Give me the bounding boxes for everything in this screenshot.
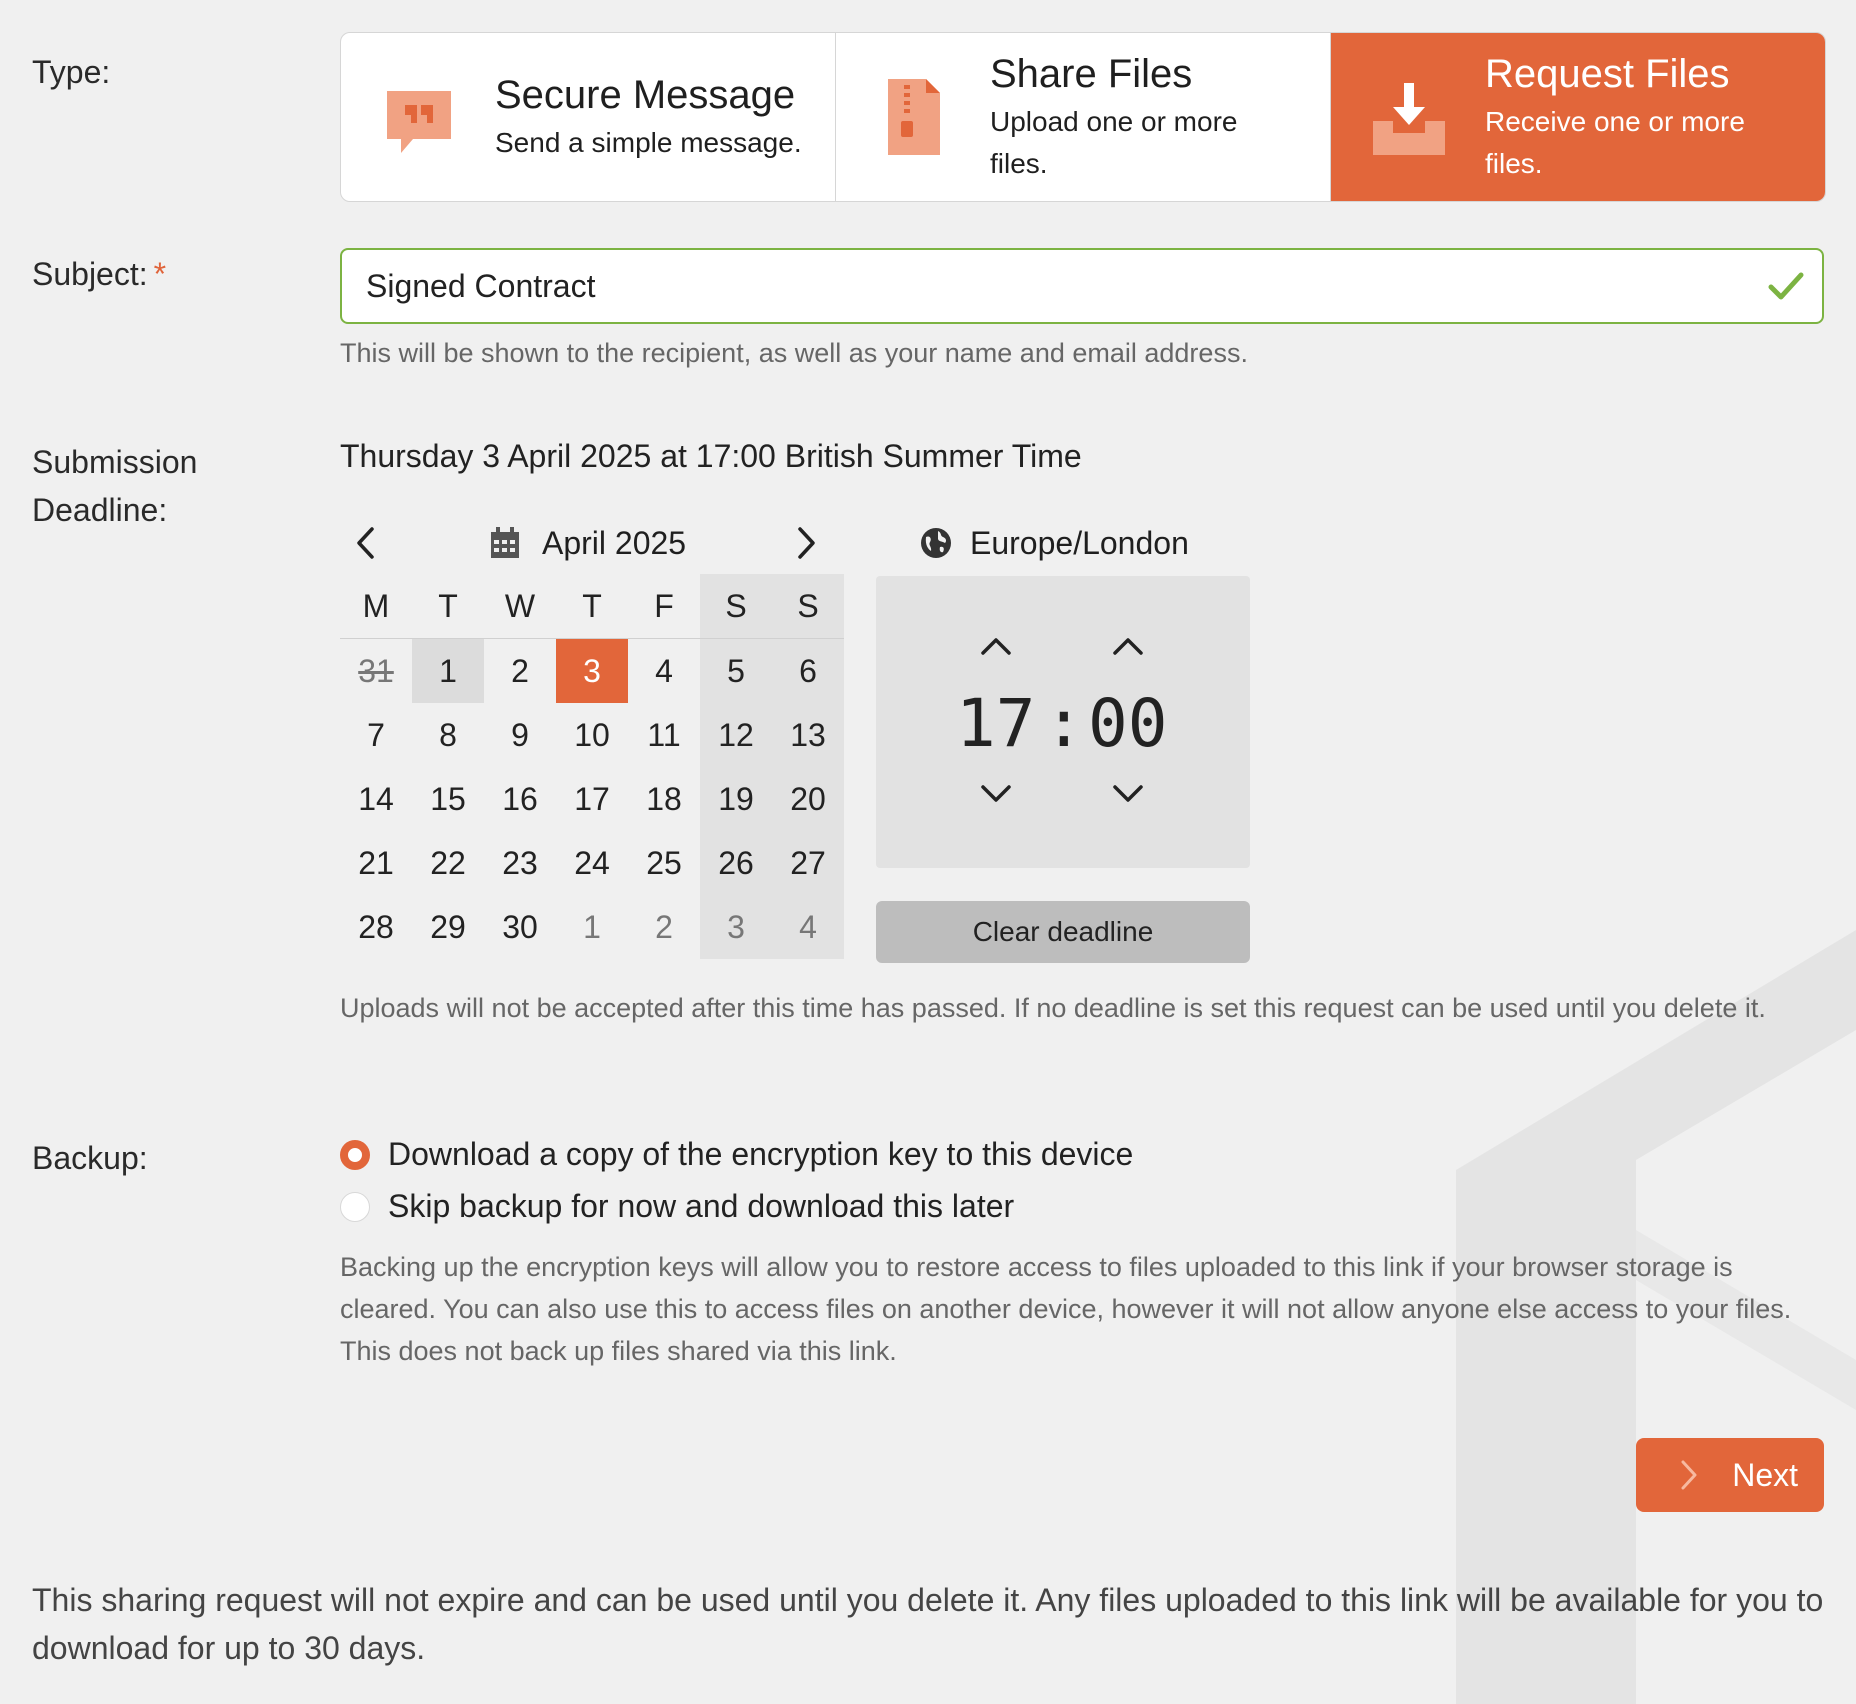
globe-icon bbox=[920, 527, 952, 559]
time-picker bbox=[876, 576, 1250, 868]
chevron-up-icon bbox=[1112, 636, 1144, 656]
calendar-day[interactable]: 19 bbox=[700, 767, 772, 831]
backup-option-download[interactable] bbox=[340, 1136, 1133, 1173]
calendar-day[interactable]: 27 bbox=[772, 831, 844, 895]
subject-help-text: This will be shown to the recipient, as well as your name and email address. bbox=[340, 338, 1248, 368]
weekday-header: S bbox=[772, 574, 844, 638]
month-label bbox=[490, 518, 686, 568]
minute-increment-button[interactable] bbox=[1098, 626, 1158, 666]
valid-check-icon bbox=[1768, 268, 1804, 304]
chevron-left-icon bbox=[354, 526, 376, 560]
calendar-day[interactable]: 23 bbox=[502, 844, 538, 881]
calendar-week-row bbox=[340, 639, 844, 703]
calendar-day-disabled: 31 bbox=[358, 652, 394, 689]
calendar-day-today[interactable]: 1 bbox=[412, 639, 484, 703]
type-option-desc: Send a simple message. bbox=[495, 127, 802, 158]
type-option-secure-message[interactable] bbox=[341, 33, 836, 201]
calendar-day[interactable]: 8 bbox=[439, 716, 457, 753]
calendar-day[interactable]: 18 bbox=[646, 780, 682, 817]
calendar-day-next-month[interactable]: 1 bbox=[583, 908, 601, 945]
calendar-icon bbox=[490, 527, 520, 559]
hour-value[interactable]: 17 bbox=[956, 685, 1036, 762]
calendar-day[interactable]: 13 bbox=[772, 703, 844, 767]
timezone-display bbox=[920, 518, 1189, 568]
chevron-right-icon bbox=[1680, 1459, 1698, 1491]
backup-option-label: Download a copy of the encryption key to this device bbox=[388, 1136, 1134, 1172]
calendar-grid bbox=[340, 574, 844, 959]
deadline-label-line1: Submission bbox=[32, 444, 198, 480]
deadline-label bbox=[32, 438, 197, 534]
calendar-day[interactable]: 25 bbox=[646, 844, 682, 881]
hour-decrement-button[interactable] bbox=[966, 774, 1026, 814]
weekday-header: T bbox=[438, 587, 458, 624]
type-option-title: Share Files bbox=[990, 52, 1193, 96]
calendar-day[interactable]: 29 bbox=[430, 908, 466, 945]
type-option-desc: Upload one or more files. bbox=[990, 106, 1238, 179]
weekday-header-row bbox=[340, 574, 844, 639]
calendar-day[interactable]: 6 bbox=[772, 639, 844, 703]
download-tray-icon bbox=[1369, 77, 1449, 157]
timezone-label: Europe/London bbox=[970, 524, 1189, 561]
time-separator: : bbox=[1044, 685, 1084, 762]
calendar-day-next-month[interactable]: 4 bbox=[772, 895, 844, 959]
chevron-down-icon bbox=[980, 784, 1012, 804]
backup-option-skip[interactable] bbox=[340, 1188, 1014, 1225]
zip-file-icon bbox=[874, 77, 954, 157]
calendar-nav bbox=[340, 518, 844, 568]
calendar-day[interactable]: 22 bbox=[430, 844, 466, 881]
type-option-desc: Receive one or more files. bbox=[1485, 106, 1745, 179]
chevron-up-icon bbox=[980, 636, 1012, 656]
calendar-day[interactable]: 9 bbox=[511, 716, 529, 753]
required-asterisk: * bbox=[153, 256, 167, 292]
minute-decrement-button[interactable] bbox=[1098, 774, 1158, 814]
subject-field-wrapper bbox=[340, 248, 1824, 324]
type-label: Type: bbox=[32, 54, 111, 90]
calendar-day[interactable]: 24 bbox=[574, 844, 610, 881]
deadline-summary: Thursday 3 April 2025 at 17:00 British Summer Time bbox=[340, 438, 1082, 474]
calendar-day[interactable]: 16 bbox=[502, 780, 538, 817]
calendar-day[interactable]: 14 bbox=[358, 780, 394, 817]
type-option-request-files[interactable] bbox=[1331, 33, 1825, 201]
backup-option-label: Skip backup for now and download this later bbox=[388, 1188, 1015, 1224]
calendar-day[interactable]: 7 bbox=[367, 716, 385, 753]
chevron-down-icon bbox=[1112, 784, 1144, 804]
calendar-day[interactable]: 17 bbox=[574, 780, 610, 817]
prev-month-button[interactable] bbox=[340, 518, 390, 568]
weekday-header: F bbox=[654, 587, 674, 624]
calendar-day[interactable]: 20 bbox=[772, 767, 844, 831]
calendar-week-row bbox=[340, 767, 844, 831]
speech-bubble-quote-icon bbox=[379, 77, 459, 157]
backup-help-text: Backing up the encryption keys will allow you to restore access to files uploaded to this link if your browser storage is cleared. You can also use this to access files on another device, however it will not allow anyone else access to your files. This does not back up files shared via this link. bbox=[340, 1252, 1792, 1366]
type-option-share-files[interactable] bbox=[836, 33, 1331, 201]
chevron-right-icon bbox=[796, 526, 818, 560]
minute-value[interactable]: 00 bbox=[1088, 685, 1168, 762]
next-month-button[interactable] bbox=[782, 518, 832, 568]
calendar-day[interactable]: 21 bbox=[358, 844, 394, 881]
calendar-week-row bbox=[340, 895, 844, 959]
calendar-day[interactable]: 12 bbox=[700, 703, 772, 767]
next-button[interactable] bbox=[1636, 1438, 1824, 1512]
calendar-day[interactable]: 15 bbox=[430, 780, 466, 817]
calendar-week-row bbox=[340, 703, 844, 767]
type-option-title: Request Files bbox=[1485, 52, 1730, 96]
calendar-day[interactable]: 28 bbox=[358, 908, 394, 945]
calendar-day[interactable]: 5 bbox=[700, 639, 772, 703]
calendar-day[interactable]: 11 bbox=[647, 716, 681, 753]
type-selector bbox=[340, 32, 1826, 202]
calendar-day[interactable]: 4 bbox=[655, 652, 673, 689]
weekday-header: M bbox=[362, 587, 390, 624]
weekday-header: W bbox=[504, 587, 536, 624]
calendar-day[interactable]: 10 bbox=[574, 716, 610, 753]
clear-deadline-button[interactable]: Clear deadline bbox=[876, 901, 1250, 963]
expiry-note: This sharing request will not expire and can be used until you delete it. Any files uploaded to this link will be available for you to download for up to 30 days. bbox=[32, 1582, 1824, 1666]
calendar-day-selected[interactable]: 3 bbox=[556, 639, 628, 703]
backup-label: Backup: bbox=[32, 1140, 148, 1176]
radio-checked[interactable] bbox=[340, 1140, 370, 1170]
deadline-label-line2: Deadline: bbox=[32, 492, 168, 528]
subject-label-text: Subject: bbox=[32, 256, 148, 292]
deadline-help-text: Uploads will not be accepted after this time has passed. If no deadline is set this request can be used until you delete it. bbox=[340, 993, 1766, 1023]
hour-increment-button[interactable] bbox=[966, 626, 1026, 666]
subject-label bbox=[32, 250, 166, 298]
calendar-day-next-month[interactable]: 2 bbox=[655, 908, 673, 945]
calendar-day-next-month[interactable]: 3 bbox=[700, 895, 772, 959]
calendar-day[interactable]: 26 bbox=[700, 831, 772, 895]
next-button-label: Next bbox=[1732, 1456, 1798, 1493]
weekday-header: T bbox=[582, 587, 602, 624]
type-option-title: Secure Message bbox=[495, 73, 796, 117]
radio-unchecked[interactable] bbox=[340, 1192, 370, 1222]
month-label-text: April 2025 bbox=[542, 524, 687, 561]
calendar-week-row bbox=[340, 831, 844, 895]
subject-input[interactable] bbox=[342, 267, 1728, 306]
calendar-day[interactable]: 2 bbox=[511, 652, 529, 689]
calendar-day[interactable]: 30 bbox=[502, 908, 538, 945]
weekday-header: S bbox=[700, 574, 772, 638]
